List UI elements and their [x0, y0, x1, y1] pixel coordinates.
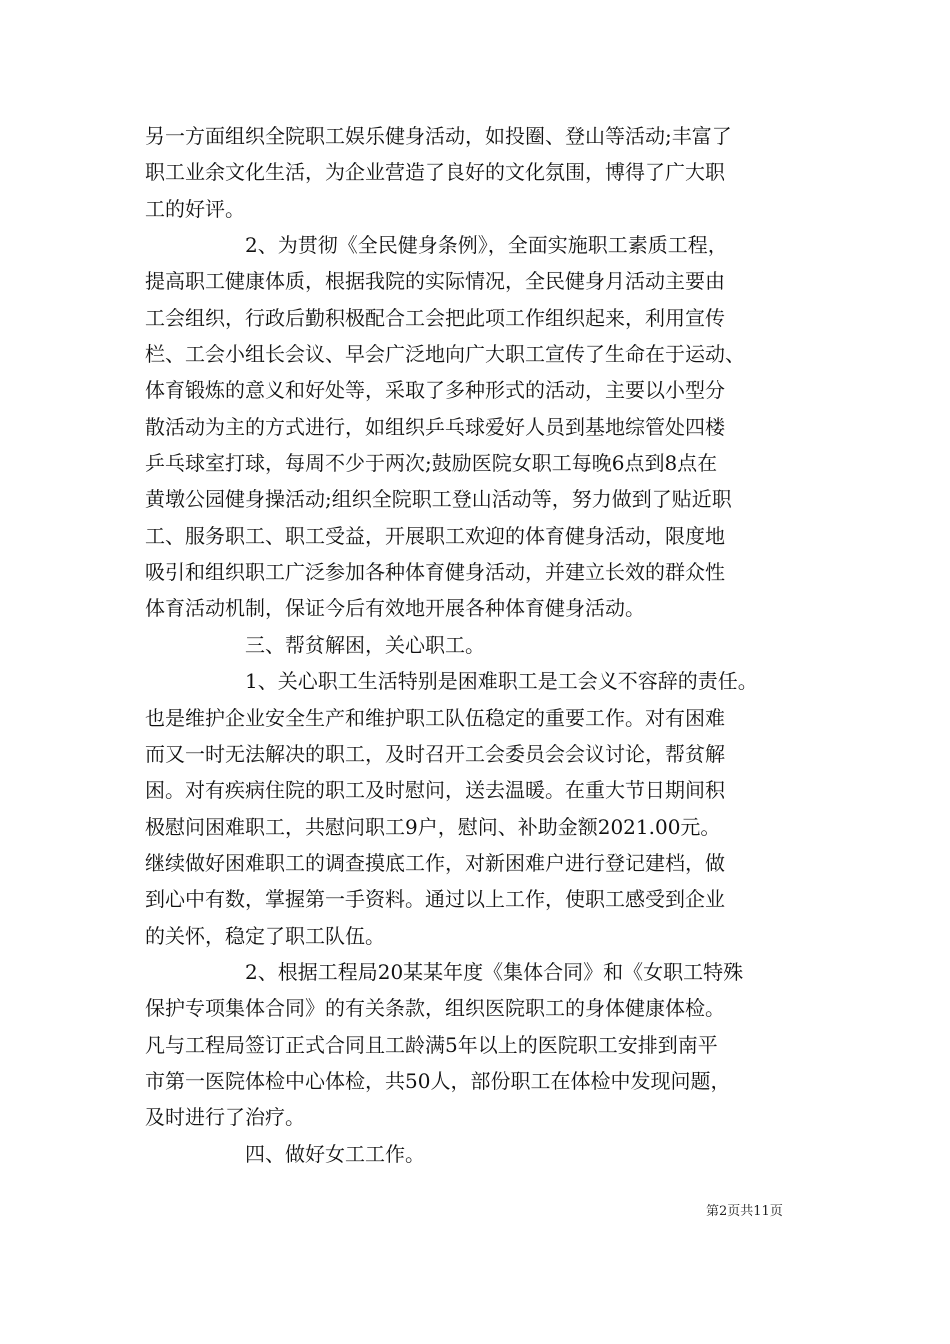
text-line: 散活动为主的方式进行，如组织乒乓球爱好人员到基地综管处四楼 — [145, 414, 725, 439]
text-line: 工、服务职工、职工受益，开展职工欢迎的体育健身活动，限度地 — [145, 523, 725, 548]
text-line: 吸引和组织职工广泛参加各种体育健身活动，并建立长效的群众性 — [145, 560, 725, 585]
text-line: 而又一时无法解决的职工，及时召开工会委员会会议讨论，帮贫解 — [145, 741, 725, 766]
text-line: 继续做好困难职工的调查摸底工作，对新困难户进行登记建档，做 — [145, 850, 725, 875]
paragraph-start-line: 1、关心职工生活特别是困难职工是工会义不容辞的责任。 — [245, 669, 758, 694]
body-text — [145, 118, 810, 1172]
text-line: 体育锻炼的意义和好处等，采取了多种形式的活动，主要以小型分 — [145, 378, 725, 403]
page-number-footer: 第2页共11页 — [706, 1204, 783, 1219]
text-line: 栏、工会小组长会议、早会广泛地向广大职工宣传了生命在于运动、 — [145, 342, 745, 367]
text-line: 工会组织，行政后勤积极配合工会把此项工作组织起来，利用宣传 — [145, 305, 725, 330]
text-line: 工的好评。 — [145, 196, 245, 221]
text-line: 市第一医院体检中心体检，共50人，部份职工在体检中发现问题， — [145, 1068, 731, 1093]
text-line: 的关怀，稳定了职工队伍。 — [145, 923, 385, 948]
text-line: 困。对有疾病住院的职工及时慰问，送去温暖。在重大节日期间积 — [145, 778, 725, 803]
text-line: 职工业余文化生活，为企业营造了良好的文化氛围，博得了广大职 — [145, 160, 725, 185]
text-line: 乒乓球室打球，每周不少于两次;鼓励医院女职工每晚6点到8点在 — [145, 451, 718, 476]
text-line: 保护专项集体合同》的有关条款，组织医院职工的身体健康体检。 — [145, 996, 725, 1021]
text-line: 另一方面组织全院职工娱乐健身活动，如投圈、登山等活动;丰富了 — [145, 124, 732, 148]
text-line: 提高职工健康体质，根据我院的实际情况，全民健身月活动主要由 — [145, 269, 725, 294]
text-line: 黄墩公园健身操活动;组织全院职工登山活动等，努力做到了贴近职 — [145, 487, 732, 512]
text-line: 也是维护企业安全生产和维护职工队伍稳定的重要工作。对有困难 — [145, 705, 725, 730]
text-line: 到心中有数，掌握第一手资料。通过以上工作，使职工感受到企业 — [145, 887, 725, 912]
paragraph-start-line: 2、为贯彻《全民健身条例》，全面实施职工素质工程， — [245, 233, 728, 258]
section-heading: 四、做好女工工作。 — [245, 1141, 425, 1166]
paragraph-start-line: 2、根据工程局20某某年度《集体合同》和《女职工特殊 — [245, 959, 744, 984]
text-line: 极慰问困难职工，共慰问职工9户，慰问、补助金额2021.00元。 — [145, 814, 721, 839]
text-line: 体育活动机制，保证今后有效地开展各种体育健身活动。 — [145, 596, 645, 621]
text-line: 凡与工程局签订正式合同且工龄满5年以上的医院职工安排到南平 — [145, 1032, 718, 1057]
text-line: 及时进行了治疗。 — [145, 1105, 305, 1130]
section-heading: 三、帮贫解困，关心职工。 — [245, 632, 485, 657]
